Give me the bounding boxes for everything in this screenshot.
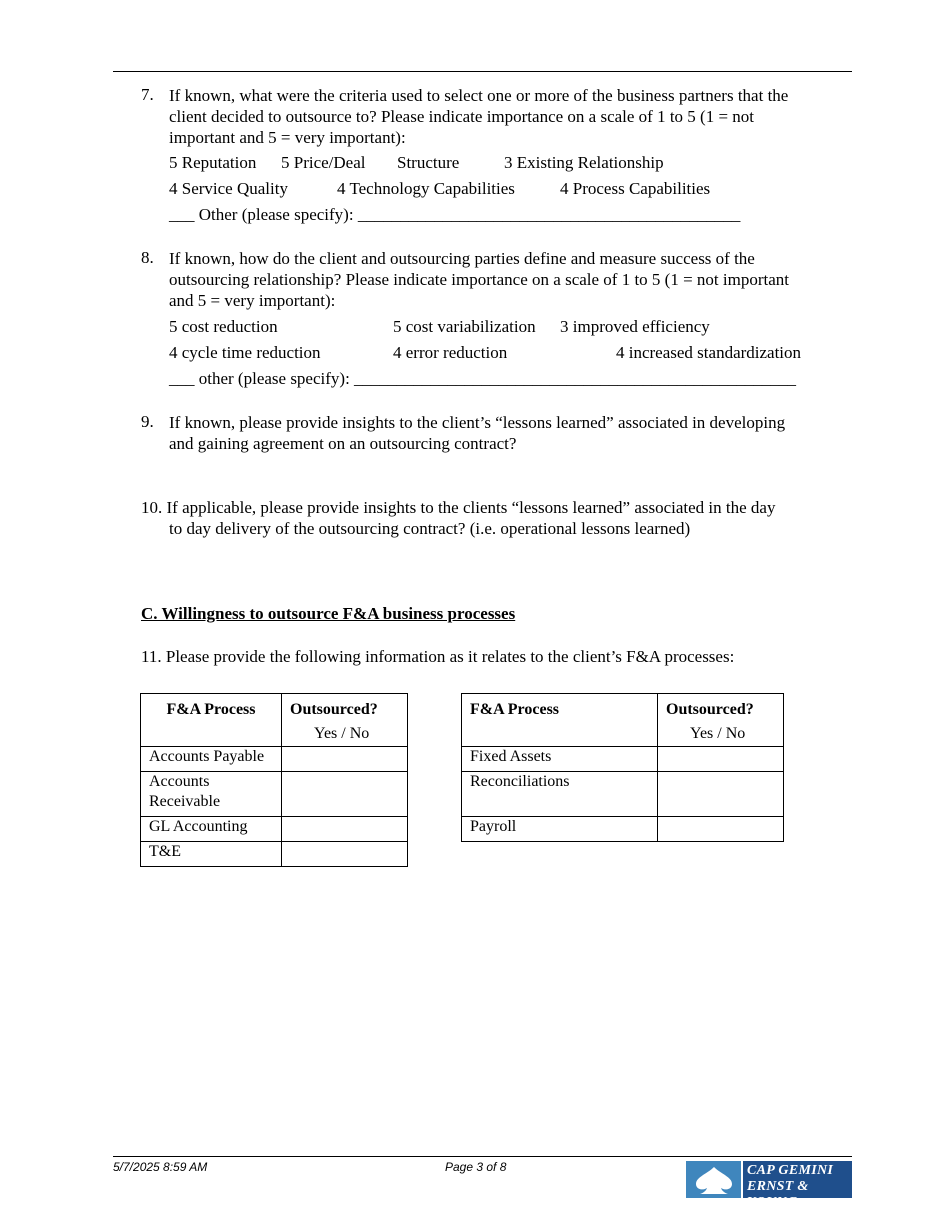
q8-text-line-1: If known, how do the client and outsourcing parties define and measure success of the <box>169 249 755 268</box>
outsourced-answer-cell[interactable] <box>658 772 784 817</box>
q8-option-cycle-time-reduction: 4 cycle time reduction <box>169 343 321 362</box>
q8-option-improved-efficiency: 3 improved efficiency <box>560 317 710 336</box>
fa-process-table-right <box>461 693 784 842</box>
q10-text-line-2: to day delivery of the outsourcing contract? (i.e. operational lessons learned) <box>169 519 691 538</box>
header-yes-no: Yes / No <box>314 725 370 742</box>
q7-text-line-2: client decided to outsource to? Please indicate importance on a scale of 1 to 5 (1 = not <box>169 107 755 126</box>
process-name: Accounts Receivable <box>141 772 282 817</box>
q7-option-technology-capabilities: 4 Technology Capabilities <box>337 179 515 198</box>
company-logo <box>686 1161 852 1210</box>
q9-number: 9. <box>141 412 154 431</box>
outsourced-answer-cell[interactable] <box>282 817 408 842</box>
table-header-row <box>141 694 408 747</box>
outsourced-answer-cell[interactable] <box>658 747 784 772</box>
table-row <box>141 747 408 772</box>
outsourced-answer-cell[interactable] <box>282 747 408 772</box>
footer-timestamp: 5/7/2025 8:59 AM <box>113 1160 208 1174</box>
q8-number: 8. <box>141 248 154 267</box>
section-c-heading: C. Willingness to outsource F&A business processes <box>141 604 516 623</box>
header-process: F&A Process <box>141 694 282 747</box>
top-rule <box>113 71 852 72</box>
spade-icon <box>686 1161 743 1198</box>
q8-option-increased-standardization: 4 increased standardization <box>616 343 802 362</box>
q7-text-line-3: important and 5 = very important): <box>169 128 406 147</box>
q8-text-line-2: outsourcing relationship? Please indicate importance on a scale of 1 to 5 (1 = not important <box>169 270 790 289</box>
process-name: GL Accounting <box>141 817 282 842</box>
table-row <box>462 772 784 817</box>
q7-option-service-quality: 4 Service Quality <box>169 179 288 198</box>
process-name: Payroll <box>462 817 658 842</box>
process-name: T&E <box>141 842 282 867</box>
table-row <box>141 842 408 867</box>
header-process: F&A Process <box>462 694 658 747</box>
q11-text: 11. Please provide the following information as it relates to the client’s F&A processes: <box>141 647 735 666</box>
q7-text-line-1: If known, what were the criteria used to select one or more of the business partners that the <box>169 86 789 105</box>
outsourced-answer-cell[interactable] <box>658 817 784 842</box>
outsourced-answer-cell[interactable] <box>282 772 408 817</box>
fa-process-table-left <box>140 693 408 867</box>
footer-page-number: Page 3 of 8 <box>445 1160 507 1174</box>
process-name: Accounts Payable <box>141 747 282 772</box>
q8-option-cost-reduction: 5 cost reduction <box>169 317 278 336</box>
q8-text-line-3: and 5 = very important): <box>169 291 336 310</box>
header-outsourced: Outsourced? <box>666 701 754 718</box>
q7-other-field[interactable]: ___ Other (please specify): _____________________________________________ <box>169 205 741 224</box>
q7-option-price-deal: 5 Price/Deal <box>281 153 366 172</box>
outsourced-answer-cell[interactable] <box>282 842 408 867</box>
header-yes-no: Yes / No <box>690 725 746 742</box>
logo-wordmark <box>743 1161 852 1210</box>
q7-number: 7. <box>141 85 154 104</box>
header-outsourced-cell <box>658 694 784 747</box>
logo-line-2: ERNST & YOUNG <box>747 1179 809 1210</box>
process-name: Reconciliations <box>462 772 658 817</box>
q7-option-process-capabilities: 4 Process Capabilities <box>560 179 711 198</box>
header-outsourced: Outsourced? <box>290 701 378 718</box>
table-row <box>462 817 784 842</box>
q9-text-line-1: If known, please provide insights to the client’s “lessons learned” associated in developing <box>169 413 786 432</box>
process-name: Fixed Assets <box>462 747 658 772</box>
header-outsourced-cell <box>282 694 408 747</box>
q10-text-line-1: 10. If applicable, please provide insights to the clients “lessons learned” associated in the day <box>141 498 776 517</box>
q7-option-reputation: 5 Reputation <box>169 153 257 172</box>
q9-text-line-2: and gaining agreement on an outsourcing contract? <box>169 434 517 453</box>
q7-option-structure: Structure <box>397 153 460 172</box>
q8-option-error-reduction: 4 error reduction <box>393 343 508 362</box>
q8-other-field[interactable]: ___ other (please specify): ____________________________________________________ <box>169 369 797 388</box>
q7-option-existing-relationship: 3 Existing Relationship <box>504 153 664 172</box>
table-row <box>462 747 784 772</box>
table-header-row <box>462 694 784 747</box>
q8-option-cost-variabilization: 5 cost variabilization <box>393 317 536 336</box>
table-row <box>141 772 408 817</box>
table-row <box>141 817 408 842</box>
footer-rule <box>113 1156 852 1157</box>
logo-line-1: CAP GEMINI <box>747 1163 834 1178</box>
